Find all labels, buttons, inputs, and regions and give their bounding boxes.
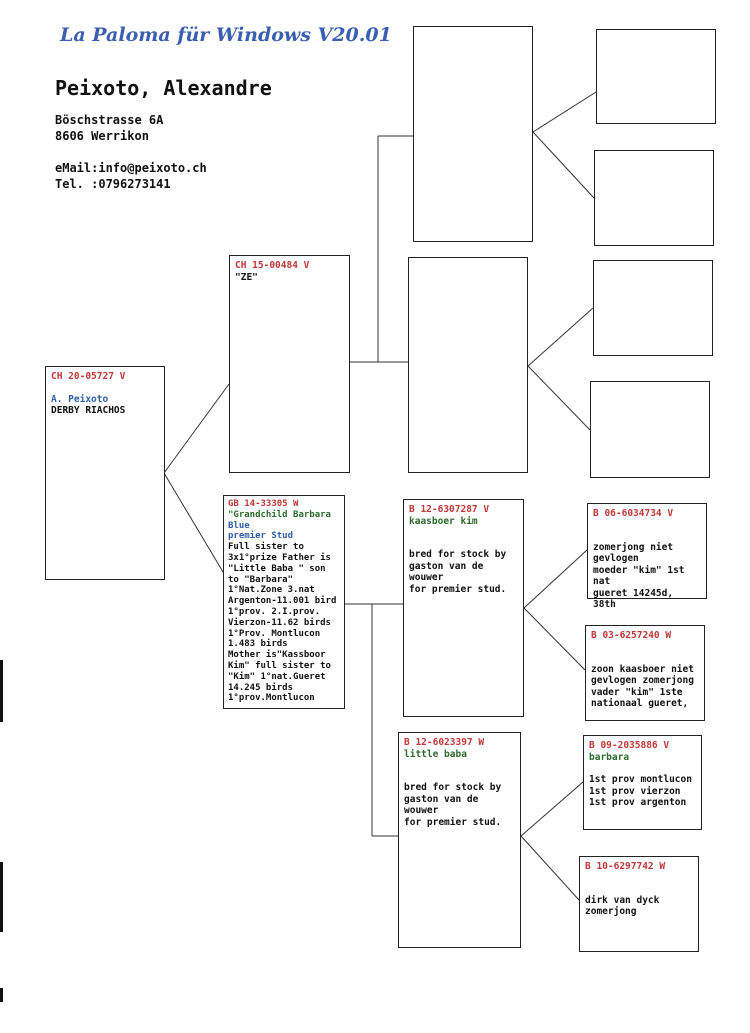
pigeon-notes: 1st prov montlucon 1st prov vierzon 1st prov argenton bbox=[589, 774, 692, 808]
scan-margin-mark bbox=[0, 862, 3, 932]
breeder-name: A. Peixoto bbox=[51, 393, 109, 405]
owner-city: 8606 Werrikon bbox=[55, 129, 149, 143]
pigeon-notes: zomerjong niet gevlogen moeder "kim" 1st nat gueret 14245d, 38th bbox=[593, 541, 685, 610]
pigeon-card-subject bbox=[45, 366, 165, 580]
pigeon-card-gg-sire-3 bbox=[593, 260, 713, 356]
pigeon-card-gg-dam-4 bbox=[579, 856, 699, 952]
scan-margin-mark bbox=[0, 988, 3, 1002]
owner-phone: Tel. :0796273141 bbox=[55, 177, 171, 191]
pigeon-card-sire-dam bbox=[408, 257, 528, 473]
ring-number: B 09-2035886 V bbox=[589, 740, 670, 751]
pigeon-notes: zoon kaasboer niet gevlogen zomerjong vader "kim" 1ste nationaal gueret, bbox=[591, 663, 694, 709]
pigeon-card-sire-sire bbox=[413, 26, 533, 242]
owner-street: Böschstrasse 6A bbox=[55, 113, 164, 127]
pigeon-card-gg-dam-1 bbox=[587, 503, 707, 610]
pigeon-card-gg-sire-1 bbox=[596, 29, 716, 124]
pigeon-name: "Grandchild Barbara bbox=[228, 509, 331, 520]
ring-number: CH 20-05727 V bbox=[51, 371, 126, 382]
ring-number: B 10-6297742 W bbox=[585, 861, 666, 872]
pigeon-color: Blue bbox=[228, 520, 250, 531]
pigeon-card-dam-dam bbox=[398, 732, 521, 948]
ring-number: B 03-6257240 W bbox=[591, 630, 672, 641]
pigeon-card-sire bbox=[229, 255, 350, 473]
pigeon-name: little baba bbox=[404, 748, 467, 760]
ring-number: B 12-6023397 W bbox=[404, 737, 485, 748]
pigeon-card-dam bbox=[223, 495, 345, 709]
pigeon-card-gg-sire-4 bbox=[590, 381, 710, 478]
scan-margin-mark bbox=[0, 660, 3, 722]
pigeon-card-gg-sire-2 bbox=[594, 150, 714, 246]
pigeon-notes: bred for stock by gaston van de wouwer for premier stud. bbox=[404, 782, 502, 828]
pigeon-name: barbara bbox=[589, 751, 630, 763]
pigeon-name: "ZE" bbox=[235, 271, 258, 283]
pigeon-strain: premier Stud bbox=[228, 531, 294, 542]
pigeon-name: DERBY RIACHOS bbox=[51, 405, 126, 416]
pigeon-notes: bred for stock by gaston van de wouwer for premier stud. bbox=[409, 549, 507, 595]
ring-number: CH 15-00484 V bbox=[235, 260, 310, 271]
pigeon-card-gg-dam-3 bbox=[583, 735, 702, 830]
ring-number: B 06-6034734 V bbox=[593, 508, 674, 519]
ring-number: B 12-6307287 V bbox=[409, 504, 490, 515]
pigeon-card-dam-sire bbox=[403, 499, 524, 717]
owner-name: Peixoto, Alexandre bbox=[55, 76, 272, 100]
app-title: La Paloma für Windows V20.01 bbox=[60, 24, 392, 46]
pigeon-name: kaasboer kim bbox=[409, 515, 478, 527]
ring-number: GB 14-33305 W bbox=[228, 499, 299, 509]
owner-email: eMail:info@peixoto.ch bbox=[55, 161, 207, 175]
pigeon-notes: dirk van dyck zomerjong bbox=[585, 894, 660, 917]
pigeon-notes: Full sister to 3x1°prize Father is "Little Baba " son to "Barbara" 1°Nat.Zone 3.nat Argenton-11.001 bird 1°prov. 2.I.prov. Vierzon-11.62 birds 1°Prov. Montlucon 1.483 birds Mother is"Kassboor Kim" full sister to "Kim" 1°nat.Gueret 14.245 birds 1°prov.Montlucon bbox=[228, 542, 337, 704]
pigeon-card-gg-dam-2 bbox=[585, 625, 705, 721]
